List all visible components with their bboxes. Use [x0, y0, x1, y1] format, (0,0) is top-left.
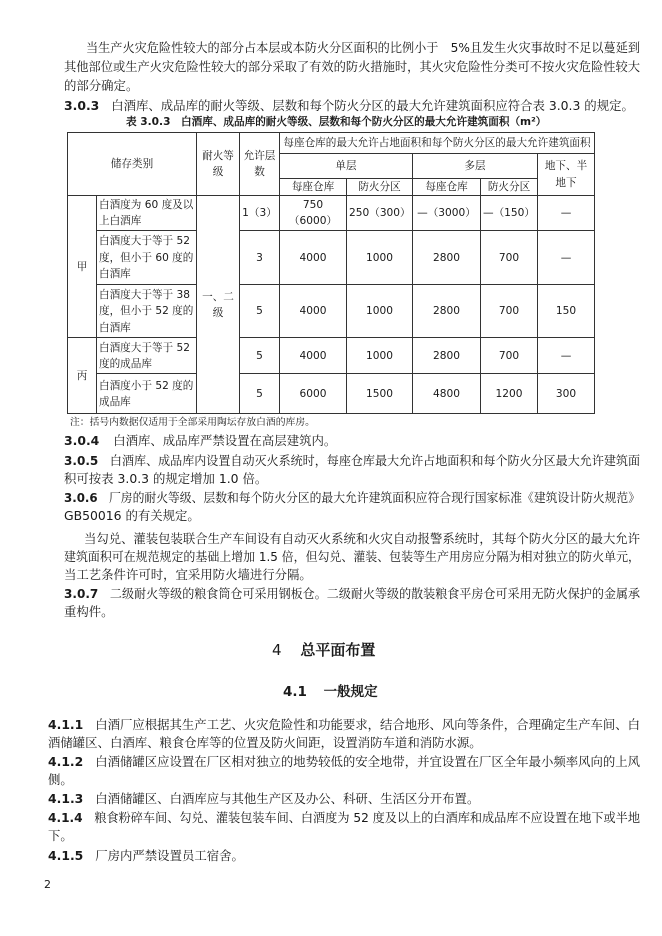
row-floors: 3	[240, 231, 280, 285]
clause-3-0-5-cont: 积可按表 3.0.3 的规定增加 1.0 倍。	[64, 471, 268, 486]
intro-line-2: 其他部位或生产火灾危险性较大的部分采取了有效的防火措施时，其火灾危险性分类可不按火灾危险性较大	[64, 59, 641, 74]
header-category: 储存类别	[68, 133, 197, 196]
row-single-zone: 1000	[347, 285, 413, 338]
row-floors: 5	[240, 338, 280, 374]
row-description: 白酒度小于 52 度的成品库	[97, 374, 197, 414]
clause-number: 3.0.5	[64, 453, 99, 468]
table-note: 注：括号内数据仅适用于全部采用陶坛存放白酒的库房。	[70, 417, 315, 428]
clause-text: 白酒储罐区、白酒库应与其他生产区及办公、科研、生活区分开布置。	[95, 791, 480, 806]
row-multi-zone: 700	[481, 285, 538, 338]
row-underground-zone: 300	[538, 374, 595, 414]
para-auto-line-2: 建筑面积可在规范规定的基础上增加 1.5 倍，但勾兑、灌装、包装等生产用房应分隔为相对独立的防火单元，	[64, 549, 640, 564]
intro-line-1: 当生产火灾危险性较大的部分占本层或本防火分区面积的比例小于 5%且发生火灾事故时不足以蔓延到	[86, 40, 640, 55]
clause-4-1-5	[48, 850, 244, 862]
row-multi-warehouse: 4800	[413, 374, 481, 414]
section-title: 一般规定	[323, 684, 378, 700]
clause-text: 厂房的耐火等级、层数和每个防火分区的最大允许建筑面积应符合现行国家标准《建筑设计防火规范》	[108, 490, 641, 505]
clause-number: 3.0.7	[64, 586, 99, 601]
clause-3-0-7	[64, 588, 640, 600]
clause-number: 3.0.6	[64, 490, 98, 505]
fire-rating-table	[67, 132, 595, 414]
row-single-warehouse: 4000	[280, 285, 347, 338]
clause-3-0-6	[64, 492, 640, 504]
class-b-cell: 丙	[68, 338, 97, 414]
clause-text: 白酒储罐区应设置在厂区相对独立的地势较低的安全地带，并宜设置在厂区全年最小频率风向的上风	[95, 754, 641, 769]
table-row	[68, 231, 595, 285]
header-underground: 地下、半地下	[538, 154, 595, 196]
page-number: 2	[44, 878, 51, 891]
table-caption: 表 3.0.3 白酒库、成品库的耐火等级、层数和每个防火分区的最大允许建筑面积（m²）	[126, 116, 547, 128]
header-grade: 耐火等级	[197, 133, 240, 196]
clause-number: 4.1.2	[48, 754, 84, 769]
header-multi-storey: 多层	[413, 154, 538, 179]
clause-text: 白酒库、成品库内设置自动灭火系统时，每座仓库最大允许占地面积和每个防火分区最大允许建筑面	[109, 453, 641, 468]
row-single-zone: 1000	[347, 338, 413, 374]
clause-4-1-1	[48, 719, 640, 731]
row-single-zone: 1500	[347, 374, 413, 414]
clause-3-0-3	[64, 100, 634, 112]
row-floors: 5	[240, 374, 280, 414]
clause-3-0-7-cont: 重构件。	[64, 604, 114, 619]
row-multi-warehouse: —（3000）	[413, 196, 481, 231]
section-heading	[283, 686, 378, 700]
row-multi-zone: 700	[481, 338, 538, 374]
row-underground-zone: 150	[538, 285, 595, 338]
section-number: 4.1	[283, 684, 307, 700]
clause-number: 4.1.1	[48, 717, 84, 732]
intro-line-3: 的部分确定。	[64, 78, 139, 93]
chapter-number: 4	[272, 641, 282, 659]
clause-number: 4.1.4	[48, 810, 83, 825]
clause-3-0-4	[64, 435, 336, 447]
row-multi-warehouse: 2800	[413, 338, 481, 374]
clause-text: 白酒库、成品库的耐火等级、层数和每个防火分区的最大允许建筑面积应符合表 3.0.3 的规定。	[111, 98, 634, 113]
header-floors: 允许层数	[240, 133, 280, 196]
header-multi-zone: 防火分区	[481, 179, 538, 196]
row-multi-warehouse: 2800	[413, 285, 481, 338]
para-auto-line-3: 当工艺条件许可时，宜采用防火墙进行分隔。	[64, 567, 312, 582]
table-row	[68, 196, 595, 231]
clause-text: 厂房内严禁设置员工宿舍。	[95, 848, 244, 863]
row-single-warehouse: 4000	[280, 231, 347, 285]
clause-4-1-2	[48, 756, 640, 768]
row-underground-zone: —	[538, 231, 595, 285]
header-single-zone: 防火分区	[347, 179, 413, 196]
chapter-title: 总平面布置	[300, 641, 376, 659]
header-single-warehouse: 每座仓库	[280, 179, 347, 196]
clause-number: 4.1.5	[48, 848, 84, 863]
row-floors: 1（3）	[240, 196, 280, 231]
header-multi-warehouse: 每座仓库	[413, 179, 481, 196]
clause-text: 二级耐火等级的粮食筒仓可采用钢板仓。二级耐火等级的散装粮食平房仓可采用无防火保护的金属承	[109, 586, 641, 601]
row-floors: 5	[240, 285, 280, 338]
row-description: 白酒度大于等于 52 度的成品库	[97, 338, 197, 374]
table-row	[68, 338, 595, 374]
row-underground-zone: —	[538, 338, 595, 374]
clause-4-1-4-cont: 下。	[48, 828, 73, 843]
row-multi-warehouse: 2800	[413, 231, 481, 285]
clause-3-0-6-cont: GB50016 的有关规定。	[64, 508, 200, 523]
row-single-warehouse: 6000	[280, 374, 347, 414]
chapter-heading	[272, 643, 375, 658]
clause-number: 4.1.3	[48, 791, 84, 806]
row-description: 白酒度为 60 度及以上白酒库	[97, 196, 197, 231]
row-multi-zone: —（150）	[481, 196, 538, 231]
row-description: 白酒度大于等于 38 度，但小于 52 度的白酒库	[97, 285, 197, 338]
row-single-warehouse: 4000	[280, 338, 347, 374]
clause-number: 3.0.3	[64, 98, 100, 113]
clause-4-1-2-cont: 侧。	[48, 772, 73, 787]
row-description: 白酒度大于等于 52 度，但小于 60 度的白酒库	[97, 231, 197, 285]
header-max-area: 每座仓库的最大允许占地面积和每个防火分区的最大允许建筑面积	[280, 133, 595, 154]
table-row	[68, 374, 595, 414]
clause-4-1-1-cont: 酒储罐区、白酒库、粮食仓库等的位置及防火间距，设置消防车道和消防水源。	[48, 735, 482, 750]
grade-cell: 一、二级	[197, 196, 240, 414]
class-a-cell: 甲	[68, 196, 97, 338]
row-single-warehouse: 750（6000）	[280, 196, 347, 231]
row-single-zone: 1000	[347, 231, 413, 285]
row-underground-zone: —	[538, 196, 595, 231]
row-multi-zone: 1200	[481, 374, 538, 414]
table-row	[68, 285, 595, 338]
row-multi-zone: 700	[481, 231, 538, 285]
row-single-zone: 250（300）	[347, 196, 413, 231]
clause-4-1-3	[48, 793, 479, 805]
clause-4-1-4	[48, 812, 640, 824]
header-single-storey: 单层	[280, 154, 413, 179]
clause-text: 白酒厂应根据其生产工艺、火灾危险性和功能要求，结合地形、风向等条件，合理确定生产车间、白	[95, 717, 641, 732]
clause-number: 3.0.4	[64, 433, 100, 448]
clause-3-0-5	[64, 455, 640, 467]
clause-text: 白酒库、成品库严禁设置在高层建筑内。	[113, 433, 337, 448]
para-auto-line-1: 当勾兑、灌装包装联合生产车间设有自动灭火系统和火灾自动报警系统时，其每个防火分区的最大允许	[84, 531, 641, 546]
clause-text: 粮食粉碎车间、勾兑、灌装包装车间、白酒度为 52 度及以上的白酒库和成品库不应设置在地下或半地	[94, 810, 640, 825]
